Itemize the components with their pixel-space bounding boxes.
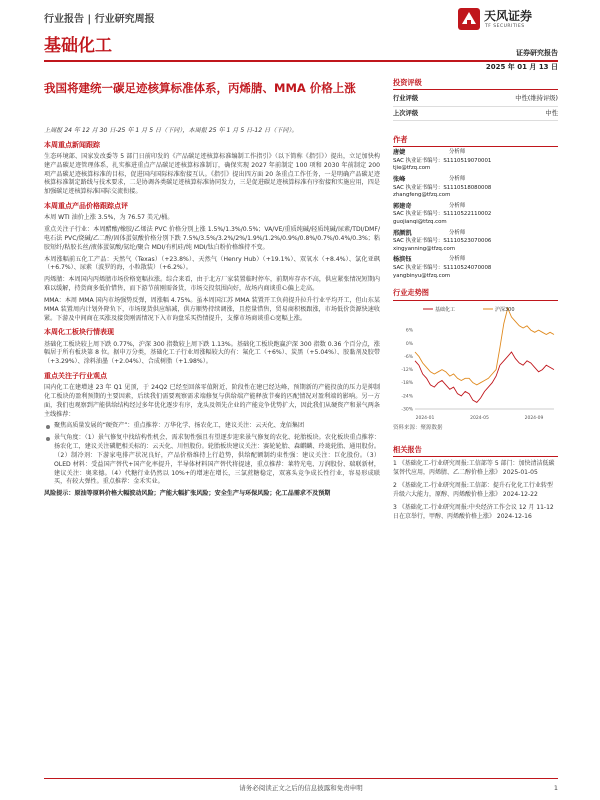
author-email[interactable]: yangbinyu@tfzq.com [393,272,451,279]
y-tick-label: 0% [405,341,413,347]
y-tick-label: -12% [401,367,413,373]
section-heading-news: 本周重点新闻跟踪 [44,140,100,149]
author-list [393,149,558,280]
report-title: 我国将建统一碳足迹核算标准体系，丙烯腈、MMA 价格上涨 [44,81,356,95]
author-cert: SAC 执业证书编号：S1110523070006 [393,238,492,245]
author-name: 杨滨钰 [393,256,412,264]
author-role: 分析师 [449,229,466,236]
author-cert: SAC 执业证书编号：S1110522110002 [393,211,492,218]
x-tick-label: 2024-01 [415,415,435,421]
author-entry [393,176,558,200]
page-number: 1 [553,784,558,792]
rating-value: 中性 [545,109,558,117]
risk-warning: 风险提示：原油等原料价格大幅波动风险；产能大幅扩张风险；安全生产与环保风险；化工品需求不及预期 [44,490,331,498]
author-role: 分析师 [449,175,466,182]
section-heading-prices: 本周重点产品价格跟踪点评 [44,202,128,211]
rating-row [393,107,558,121]
author-entry [393,256,558,280]
y-tick-label: -24% [401,393,413,399]
market-paragraph: 基础化工板块较上周下跌 0.77%，沪深 300 指数较上周下跌 1.13%。基础化工板块跑赢沪深 300 指数 0.36 个百分点，涨幅居于所有板块第 8 位。据申万分类，基础化工子行业周涨幅较大的有：氟化工（+6%）、炭黑（+5.04%）、胶黏剂及胶带（+3.29%）、涂料油墨（+2.04%）、合成树脂（+1.98%）。 [44,340,380,366]
acrylonitrile-paragraph: 丙烯腈：本周国内丙烯腈市场价格宽幅拉涨。综合来看，由于北方厂家装置临时停车，前期库存亦不高，供应紧张情况短期内难以缓解，持货商多低价惜售，而下游节前刚需备货，市场交投氛围向好，故场内商谈重心偏上走高。 [44,276,380,293]
author-email[interactable]: guojianqi@tfzq.com [393,218,447,225]
section-heading-views: 重点关注子行业观点 [44,371,107,380]
author-email[interactable]: zhangfeng@tfzq.com [393,192,451,199]
sub-industry-paragraph: 重点关注子行业：本周醋酸/橡胶/乙烯法 PVC 价格分别上涨 1.5%/1.3%/0.5%；VA/VE/重质纯碱/轻质纯碱/尿素/TDI/DMF/电石法 PVC/烧碱/乙二醇/固体蛋氨酸价格分别下跌 7.5%/3.5%/3.2%/2%/1.9%/1.2%/0.9%/0.8%/0.7%/0.4%/0.3%；粘胶短纤/粘胶长丝/液体蛋氨酸/氨纶/聚合 MDI/有机硅/纯 MDI/钛白粉价格维持不变。 [44,226,380,251]
trend-chart [393,303,558,423]
views-paragraph: 国内化工在建增速 23 年 Q1 见顶，于 24Q2 已经至回落零值附近，阶段性在建已经达峰，预期新的产能投放的压力是抑制化工板块的盈利预期的主要因素，后续我们需要观察需求端修复与供给端产能释放节奏的匹配情况对盈利端的影响。另一方面，我们也观察到产能供给结构经过多年优化逐步有序，龙头及领先企业的产能竞争优势扩大，因此我们从硬资产和景气两条主线推荐： [44,384,380,418]
logo-text-en: TF SECURITIES [485,24,525,29]
sidebar [393,78,558,525]
related-heading: 相关报告 [393,445,558,457]
author-role: 分析师 [449,256,466,263]
author-name: 郭建奇 [393,202,412,210]
intro-note: 上周报 24 年 12 月 30 日-25 年 1 月 5 日（下同），本周报 25 年 1 月 5 日-12 日（下同）。 [44,127,298,134]
rating-key: 上次评级 [393,109,419,117]
related-report-item[interactable]: 1 《基础化工-行业研究周报:工信部等 5 部门：加快清洁低碳氢替代应用，丙烯腈、乙二醇价格上涨》 2025-01-05 [393,459,555,476]
author-email[interactable]: tjie@tfzq.com [393,165,431,172]
x-tick-label: 2024-09 [524,415,544,421]
news-paragraph: 生态环境部、国家发改委等 5 部门日前印发的《产品碳足迹核算标准编制工作指引》（以下简称《指引》）提出，立足加快构建产品碳足迹管理体系，扎实推进重点产品碳足迹核算标准制订，确保实现 2027 年前制定 100 项和 2030 年前制定 200 项产品碳足迹核算标准的目标，促进国内国际标准衔接互认。《指引》提出四方面 20 条重点工作任务，一是明确产品碳足迹核算标准制定路线与技术要求，二是协调各类碳足迹核算标准协同发力，三是促进碳足迹核算标准有序衔接和实施应用，四是加强碳足迹核算标准国际交流衔接。 [44,152,380,196]
y-tick-label: -6% [404,354,413,360]
author-role: 分析师 [449,202,466,209]
author-name: 唐婕 [393,149,406,157]
legend-label: 基础化工 [435,306,456,313]
oil-price-paragraph: 本周 WTI 油价上涨 3.5%，为 76.57 美元/桶。 [44,214,174,222]
mma-paragraph: MMA：本周 MMA 国内市场强势反弹，周涨幅 4.75%。虽本周国江苏 MMA 装置开工负荷提升拉升行业平均开工，但山东某 MMA 装置周内计划外降负下，市场现货供应缩减，供方顺势持续调涨，且控量惜售，贸易商积极跟涨，市场低价货源快速收紧。下游及中间商在买涨及接货刚需情况下入市询盘采买热情提升，支撑市场商谈重心宽幅上涨。 [44,296,380,322]
header-divider [44,60,558,62]
footer-divider [44,778,558,779]
author-cert: SAC 执业证书编号：S1110519070001 [393,157,492,164]
y-tick-label: -18% [401,380,413,386]
author-name: 邢颜凯 [393,229,412,237]
x-tick-label: 2024-05 [470,415,489,421]
author-name: 张峰 [393,175,406,183]
author-entry [393,149,558,173]
logo-text-cn: 天风证券 [484,9,533,23]
rating-value: 中性(维持评级) [515,95,558,103]
legend-label: 沪深300 [495,306,515,313]
authors-heading: 作者 [393,135,558,147]
bullet-prosperity: 景气角度：（1）景气修复中找结构性机会，需求韧性强且有望逐步迎来景气修复的农化、轮胎板块。农化板块重点推荐：扬农化工，建议关注磷肥相关标的：云天化、川恒股份。轮胎板块建议关注：赛轮轮胎、森麒麟、玲珑轮胎、通用股份。（2）制冷剂：下游家电排产状况良好，产品价格维持上行趋势，供给配额制约束性强：建议关注：巨化股份。（3）OLED 材料：受益国产替代+国产化率提升，半导体材料国产替代将提速，重点推荐：莱特光电、万润股份、瑞联新材，建议关注：奥来德。（4）代糖行业仍然以 10%+的增速在增长，三氯蔗糖稳定，双寡头竞争成长性行业，容易形成联买，有较大弹性。重点推荐：金禾实业。 [44,434,380,487]
footer-disclaimer: 请务必阅读正文之后的信息披露和免责申明 [239,784,363,792]
chart-source: 资料来源：聚源数据 [393,424,443,431]
author-entry [393,203,558,227]
related-report-item[interactable]: 3 《基础化工-行业研究周报:中央经济工作会议 12 月 11-12 日在京举行，甲醇、丙烯酸价格上涨》 2024-12-16 [393,503,554,520]
author-cert: SAC 执业证书编号：S1110524070008 [393,264,492,271]
y-tick-label: 6% [405,328,413,334]
rating-heading: 投资评级 [393,78,558,90]
rating-key: 行业评级 [393,95,419,103]
author-role: 分析师 [449,149,466,156]
section-heading-market: 本周化工板块行情表现 [44,328,114,337]
rating-row [393,92,558,106]
bullet-hard-assets: 聚焦高质量发展的“硬资产”：重点推荐：万华化学、扬农化工，建议关注：云天化、龙佰集团 [44,422,380,431]
logo-mark-icon [458,8,480,30]
author-email[interactable]: xingyanning@tfzq.com [393,245,456,252]
trend-chart-svg [393,303,558,423]
related-report-item[interactable]: 2 《基础化工-行业研究周报:工信部：提升石化化工行业转型升级六大能力，原醇、丙烯酸价格上涨》 2024-12-22 [393,481,553,498]
series-line-1 [415,308,554,385]
main-body [44,127,380,502]
author-cert: SAC 执业证书编号：S1110518080008 [393,184,492,191]
series-line-0 [415,352,554,402]
top-gainers-paragraph: 本周涨幅前五化工产品：天然气（Texas）（+23.8%）、天然气（Henry Hub）（+19.1%）、双氧水（+8.4%）、氯化亚砜（+6.7%）、尿素（波罗的海，小粒散装）（+6.2%）。 [44,255,380,272]
report-date: 2025 年 01 月 13 日 [485,63,558,71]
report-category: 行业报告 | 行业研究周报 [44,14,155,25]
logo [458,8,558,34]
y-tick-label: -30% [401,407,413,413]
report-type: 证券研究报告 [516,49,558,57]
trend-heading: 行业走势图 [393,288,558,300]
author-entry [393,230,558,254]
sector-title: 基础化工 [44,36,112,56]
